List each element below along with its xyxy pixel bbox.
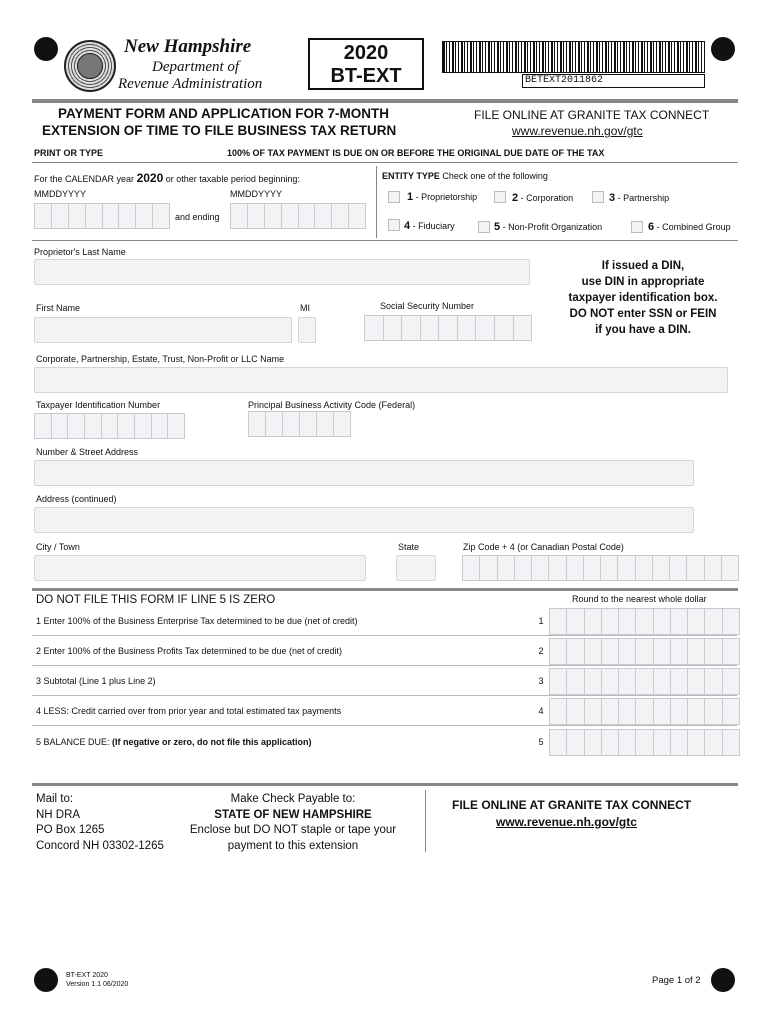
first-name-input[interactable] [34,317,292,343]
checkbox-corporation[interactable] [494,191,506,203]
registration-mark-bottom-right [711,968,735,992]
line-3-row [32,668,737,696]
address-cont-label: Address (continued) [36,494,117,504]
address-cont-input[interactable] [34,507,694,533]
form-id-box [308,38,424,90]
registration-mark-bottom-left [34,968,58,992]
identity-divider [32,240,738,241]
line-4-row [32,698,737,726]
line-1-text: 1 Enter 100% of the Business Enterprise Tax determined to be due (net of credit) [36,616,358,626]
and-ending-label: and ending [175,212,220,222]
ssn-label: Social Security Number [380,301,475,311]
line-1-amount-input[interactable] [549,608,739,635]
line-3-text: 3 Subtotal (Line 1 plus Line 2) [36,676,156,686]
mail-to-block: Mail to: NH DRA PO Box 1265 Concord NH 03302-1265 [36,793,164,852]
end-date-format: MMDDYYYY [230,189,283,199]
line-5-text [36,737,312,747]
state-seal-icon [64,40,116,92]
street-label: Number & Street Address [36,447,139,457]
entity-option-fiduciary: 4 - Fiduciary [404,220,455,232]
form-title-line1: PAYMENT FORM AND APPLICATION FOR 7-MONTH [58,106,389,121]
form-code: BT-EXT [330,65,402,87]
print-or-type: PRINT OR TYPE [34,148,104,158]
ssn-input[interactable] [364,315,531,341]
entity-option-proprietorship: 1 - Proprietorship [407,191,478,203]
registration-mark-top-right [711,37,735,61]
begin-date-input[interactable] [34,203,169,229]
file-online-footer: FILE ONLINE AT GRANITE TAX CONNECT [452,798,692,812]
line-5-warning: (If negative or zero, do not file this application) [112,737,312,747]
line-4-number: 4 [538,706,544,716]
corp-name-input[interactable] [34,367,728,393]
entity-option-corporation: 2 - Corporation [512,192,574,204]
line-2-number: 2 [538,646,544,656]
checkbox-partnership[interactable] [592,191,604,203]
line-3-amount-input[interactable] [549,668,739,695]
entity-option-non-profit: 5 - Non-Profit Organization [494,221,603,233]
tin-label: Taxpayer Identification Number [36,400,161,410]
line-2-text: 2 Enter 100% of the Business Profits Tax determined to be due (net of credit) [36,646,343,656]
zip-input[interactable] [462,555,738,581]
end-date-input[interactable] [230,203,365,229]
begin-date-format: MMDDYYYY [34,189,87,199]
payment-notice: 100% OF TAX PAYMENT IS DUE ON OR BEFORE THE ORIGINAL DUE DATE OF THE TAX [227,148,605,158]
line-1-number: 1 [538,616,544,626]
entity-divider [376,166,377,238]
header-divider [32,99,738,103]
checkbox-proprietorship[interactable] [388,191,400,203]
gtc-url-header[interactable]: www.revenue.nh.gov/gtc [512,124,643,138]
period-label [34,171,300,185]
line-2-row [32,638,737,666]
line-5-row [32,729,737,757]
lines-divider [32,588,738,591]
registration-mark-top-left [34,37,58,61]
gtc-url-footer[interactable]: www.revenue.nh.gov/gtc [496,815,637,829]
lines-heading: DO NOT FILE THIS FORM IF LINE 5 IS ZERO [36,594,276,606]
entity-type-heading: ENTITY TYPE [382,171,440,181]
state-name: New Hampshire [124,36,252,57]
file-online-header: FILE ONLINE AT GRANITE TAX CONNECT [474,108,710,122]
line-1-row [32,608,737,636]
checkbox-combined-group[interactable] [631,221,643,233]
city-input[interactable] [34,555,366,581]
footer-version: Version 1.1 06/2020 [66,981,129,988]
page-number: Page 1 of 2 [652,975,701,986]
barcode [442,41,705,73]
checkbox-non-profit[interactable] [478,221,490,233]
checkbox-fiduciary[interactable] [388,219,400,231]
line-3-number: 3 [538,676,544,686]
form-title-line2: EXTENSION OF TIME TO FILE BUSINESS TAX RETURN [42,123,397,138]
mi-label: MI [300,303,310,313]
corp-name-label: Corporate, Partnership, Estate, Trust, Non-Profit or LLC Name [36,354,285,364]
line-4-text: 4 LESS: Credit carried over from prior year and total estimated tax payments [36,706,342,716]
entity-type-instruction: Check one of the following [442,171,548,181]
department-line1: Department of [152,59,240,75]
line-4-amount-input[interactable] [549,698,739,725]
entity-option-combined-group: 6 - Combined Group [648,221,731,233]
entity-type-label [382,171,548,181]
zip-label: Zip Code + 4 (or Canadian Postal Code) [463,542,624,552]
proprietor-last-name-label: Proprietor's Last Name [34,247,126,257]
payable-block: Make Check Payable to: STATE OF NEW HAMPSHIRE Enclose but DO NOT staple or tape your payment to this extension [189,793,397,852]
tin-input[interactable] [34,413,184,439]
activity-code-label: Principal Business Activity Code (Federal) [248,400,416,410]
proprietor-last-name-input[interactable] [34,259,530,285]
mail-divider [32,783,738,786]
barcode-text: BETEXT2011862 [522,74,705,88]
period-year: 2020 [136,171,164,185]
street-input[interactable] [34,460,694,486]
form-year: 2020 [343,42,389,64]
entity-option-partnership: 3 - Partnership [609,192,670,204]
footer-form-id: BT-EXT 2020 [66,972,108,979]
period-prefix: For the CALENDAR year [34,174,135,184]
line-2-amount-input[interactable] [549,638,739,665]
notice-divider [32,162,738,163]
first-name-label: First Name [36,303,81,313]
rounding-note: Round to the nearest whole dollar [572,594,707,604]
activity-code-input[interactable] [248,411,350,437]
city-label: City / Town [36,542,80,552]
state-input[interactable] [396,555,436,581]
line-5-number: 5 [538,737,544,747]
mi-input[interactable] [298,317,316,343]
department-line2: Revenue Administration [118,76,263,92]
mail-vertical-divider [425,790,426,852]
line-5-amount-input[interactable] [549,729,739,756]
line-5-label: 5 BALANCE DUE: [36,737,113,747]
period-suffix: or other taxable period beginning: [165,174,300,184]
state-label: State [398,542,420,552]
din-note: If issued a DIN, use DIN in appropriate taxpayer identification box. DO NOT enter SSN or FEIN if you have a DIN. [568,260,718,336]
